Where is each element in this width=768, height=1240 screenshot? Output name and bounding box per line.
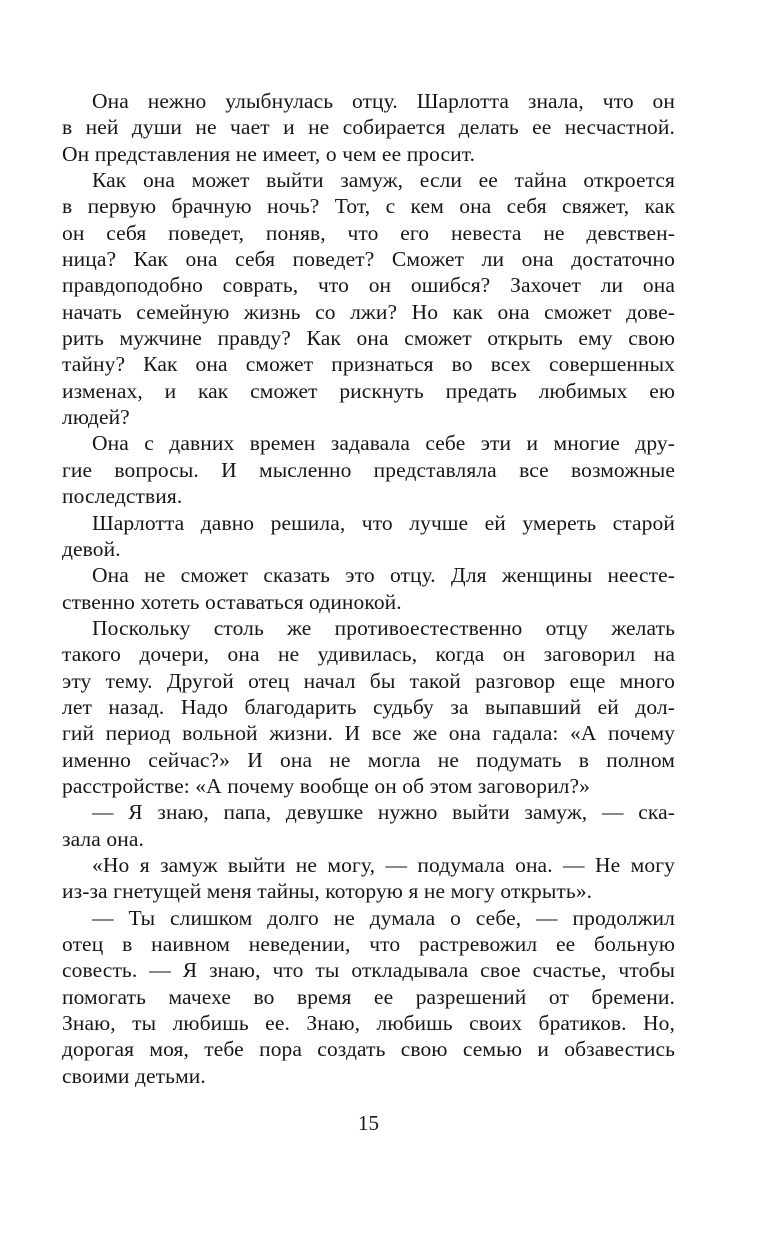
text-line: — Я знаю, папа, девушке нужно выйти замуж, — ска- (92, 800, 675, 825)
text-line: отец в наивном неведении, что растревожил ее больную (62, 932, 675, 956)
text-line: ственно хотеть оставаться одинокой. (62, 589, 402, 614)
text-line: зала она. (62, 826, 144, 851)
text-line: в ней души не чает и не собирается делать ее несчастной. (62, 115, 675, 140)
text-line: из-за гнетущей меня тайны, которую я не могу открыть». (62, 879, 593, 904)
text-line: изменах, и как сможет рискнуть предать любимых ею (62, 378, 675, 403)
text-line: лет назад. Надо благодарить судьбу за выпавший ей дол- (62, 694, 675, 719)
text-line: тайну? Как она сможет признаться во всех совершенных (62, 352, 675, 377)
text-line: Она нежно улыбнулась отцу. Шарлотта знала, что он (92, 89, 675, 113)
text-line: в первую брачную ночь? Тот, с кем она себя свяжет, как (62, 194, 675, 219)
text-line: правдоподобно соврать, что он ошибся? Захочет ли она (62, 273, 675, 298)
text-line: последствия. (62, 484, 183, 509)
text-line: помогать мачехе во время ее разрешений от бремени. (62, 984, 675, 1009)
text-line: Поскольку столь же противоестественно отцу желать (92, 615, 675, 640)
paragraph (62, 615, 675, 799)
text-line: он себя поведет, поняв, что его невеста не девствен- (62, 220, 675, 245)
text-line: — Ты слишком долго не думала о себе, — продолжил (92, 905, 675, 930)
text-line: начать семейную жизнь со лжи? Но как она сможет дове- (62, 299, 675, 324)
text-line: именно сейчас?» И она не могла не подумать в полном (62, 747, 675, 772)
text-line: совесть. — Я знаю, что ты откладывала свое счастье, чтобы (62, 958, 675, 983)
text-line: расстройстве: «А почему вообще он об этом заговорил?» (62, 773, 591, 798)
paragraph (62, 799, 675, 852)
paragraph (62, 88, 675, 167)
text-line: гие вопросы. И мысленно представляла все возможные (62, 457, 675, 482)
text-line: «Но я замуж выйти не могу, — подумала она. — Не могу (92, 852, 675, 877)
text-line: Шарлотта давно решила, что лучше ей умереть старой (92, 510, 675, 535)
text-line: дорогая моя, тебе пора создать свою семью и обзавестись (62, 1037, 675, 1062)
paragraph (62, 167, 675, 430)
text-line: своими детьми. (62, 1063, 206, 1088)
paragraph (62, 562, 675, 615)
text-line: эту тему. Другой отец начал бы такой разговор еще много (62, 668, 675, 693)
text-line: Как она может выйти замуж, если ее тайна откроется (92, 168, 675, 193)
text-line: гий период вольной жизни. И все же она гадала: «А почему (62, 721, 675, 746)
text-line: Знаю, ты любишь ее. Знаю, любишь своих братиков. Но, (62, 1011, 675, 1036)
page-number: 15 (358, 1111, 379, 1135)
text-line: девой. (62, 536, 121, 561)
body-text (62, 88, 675, 1089)
paragraph (62, 430, 675, 509)
text-line: Она не сможет сказать это отцу. Для женщины неесте- (92, 563, 675, 588)
text-line: рить мужчине правду? Как она сможет открыть ему свою (62, 326, 675, 351)
text-line: Он представления не имеет, о чем ее просит. (62, 141, 476, 166)
text-line: Она с давних времен задавала себе эти и многие дру- (92, 431, 675, 456)
paragraph (62, 905, 675, 1089)
text-line: такого дочери, она не удивилась, когда он заговорил на (62, 642, 675, 667)
paragraph (62, 510, 675, 563)
text-line: ница? Как она себя поведет? Сможет ли она достаточно (62, 247, 675, 272)
paragraph (62, 852, 675, 905)
text-line: людей? (62, 405, 130, 430)
